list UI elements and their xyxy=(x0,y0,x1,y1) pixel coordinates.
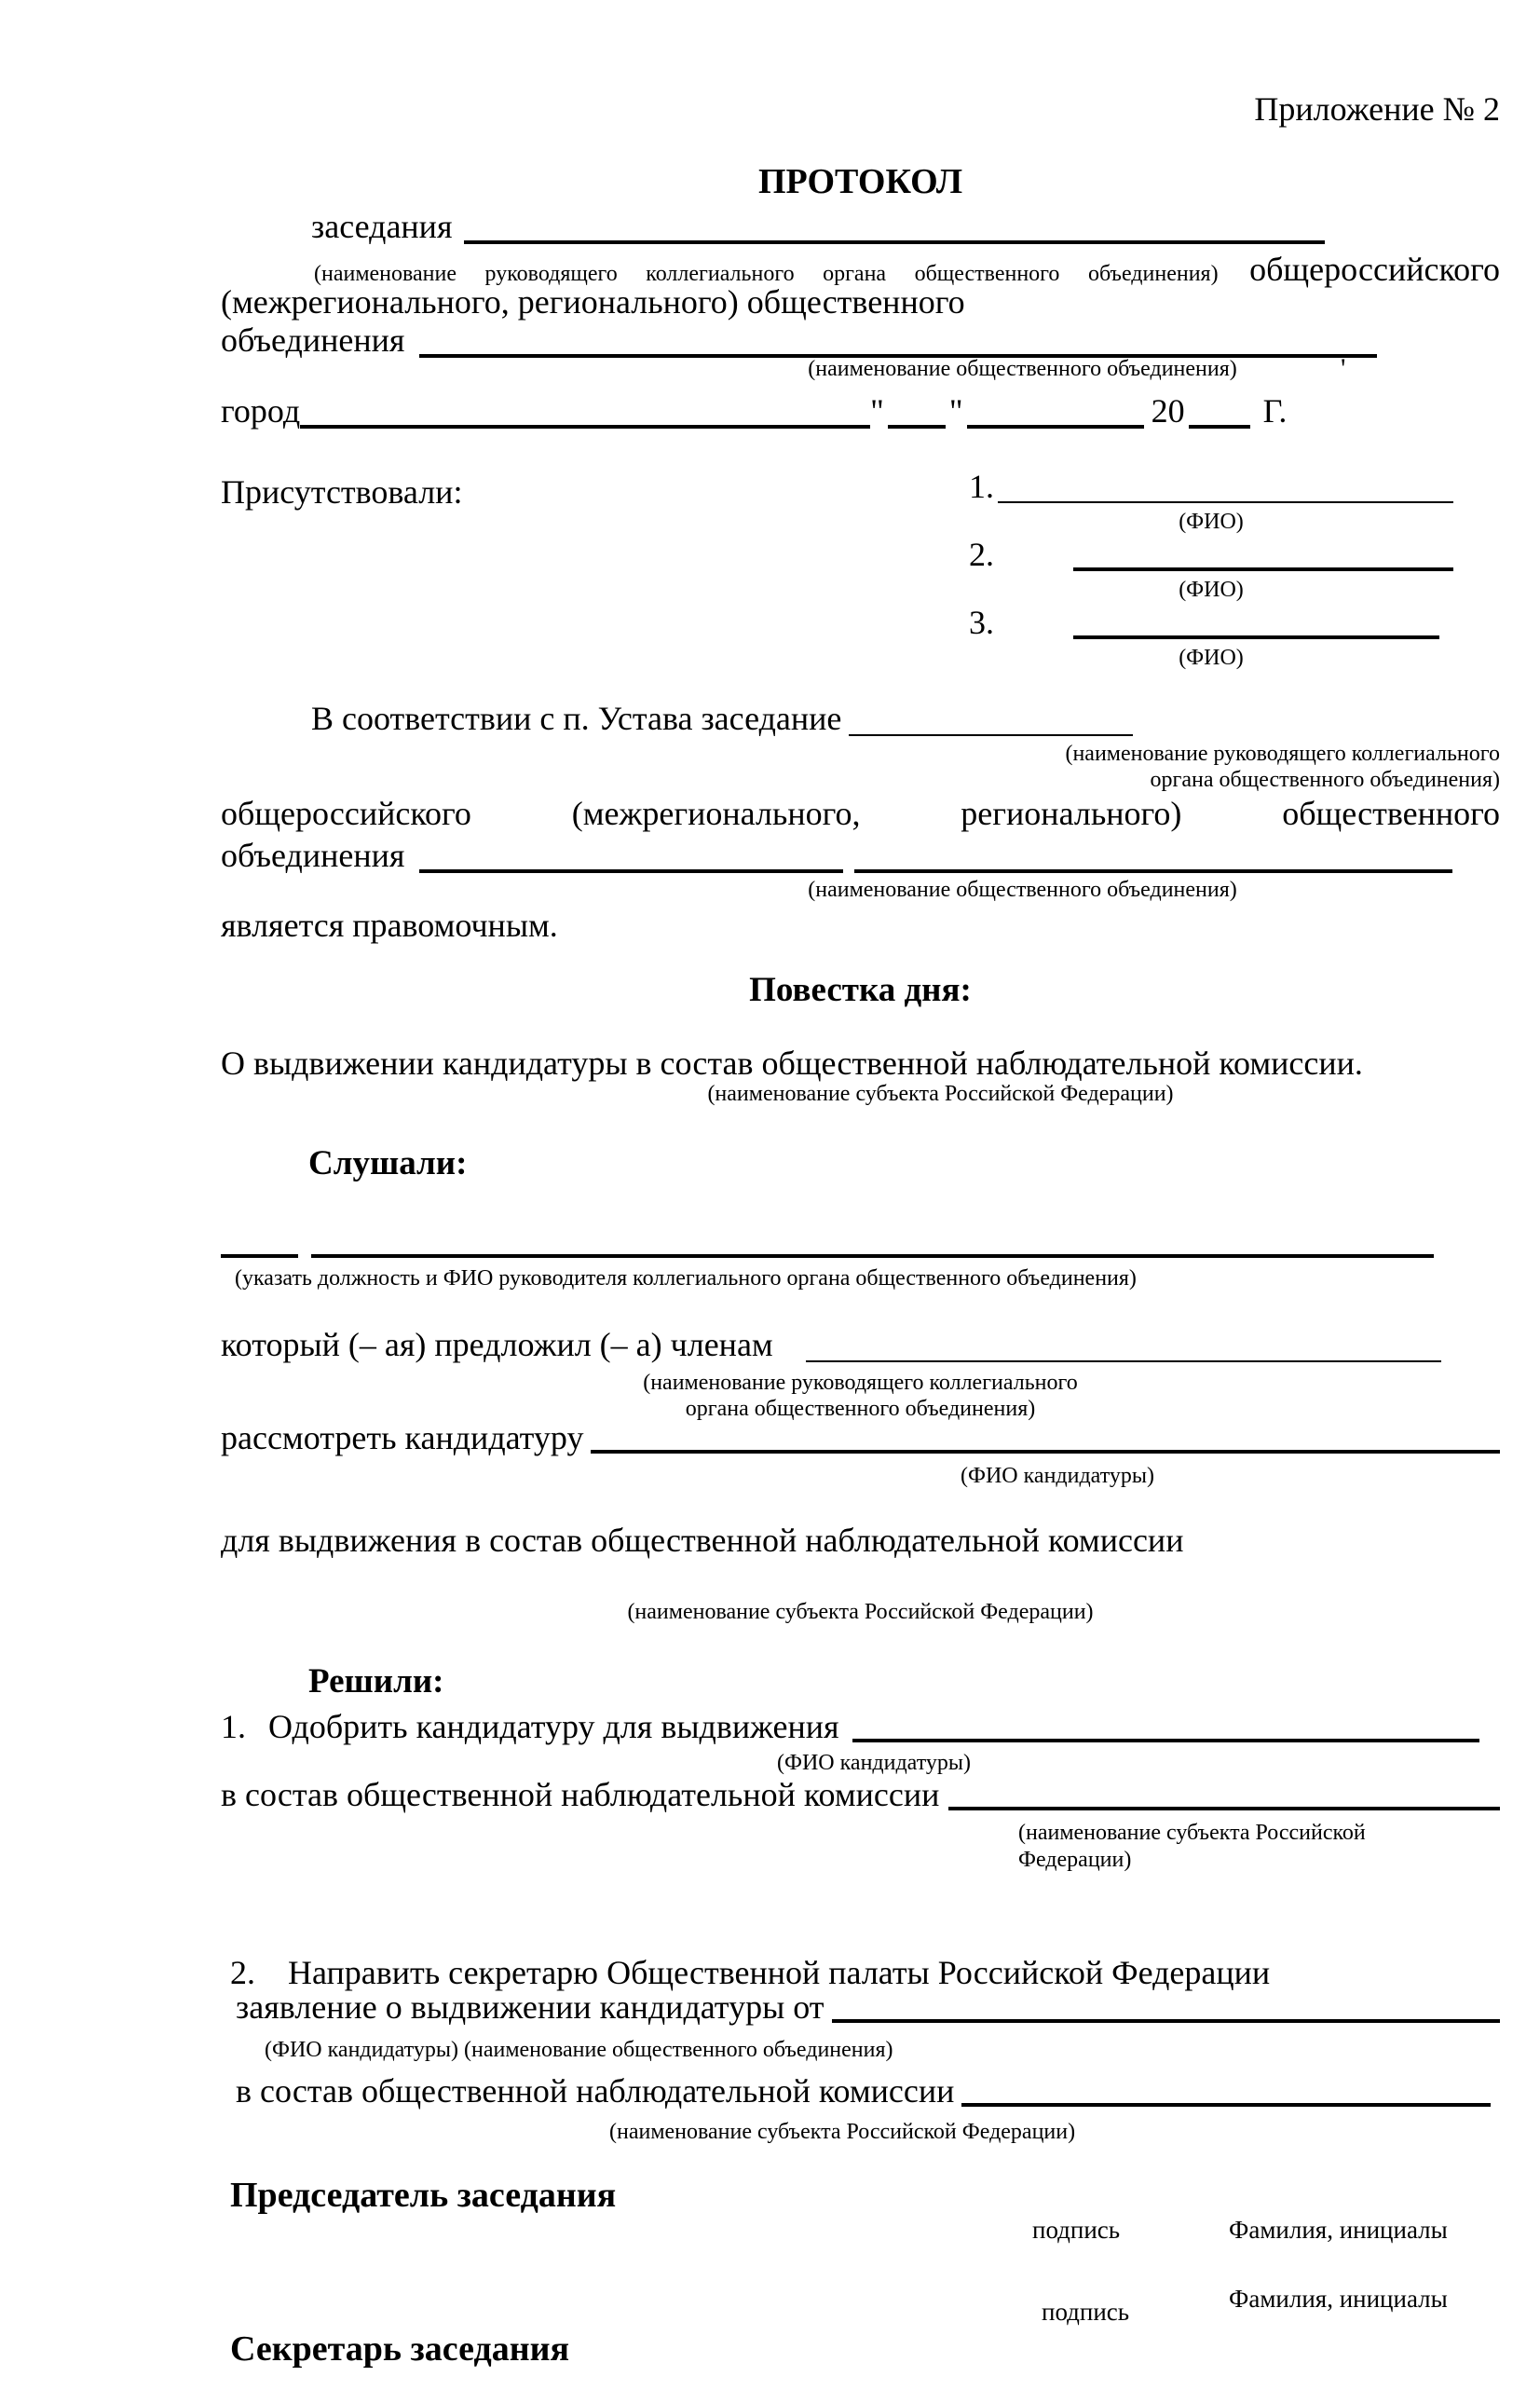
interregional-line: (межрегионального, регионального) общественного xyxy=(221,283,965,321)
document-title: ПРОТОКОЛ xyxy=(757,162,963,201)
accordance-line xyxy=(221,697,1500,740)
resolved-item-2-line3 xyxy=(221,2071,1500,2110)
accordance-caption-line1: (наименование руководящего коллегиального xyxy=(1065,742,1500,766)
year-field[interactable] xyxy=(1189,425,1250,429)
attendee-1-number: 1. xyxy=(969,468,994,505)
resolved-item-2-text: Направить секретарю Общественной палаты Российской Федерации xyxy=(288,1954,1271,1991)
association-name-caption-2: (наименование общественного объединения) xyxy=(808,878,1237,902)
apostrophe-mark: ' xyxy=(1341,353,1346,384)
city-label: город xyxy=(221,392,301,430)
association-caption-row xyxy=(221,353,1540,384)
nominee-name-field[interactable] xyxy=(852,1739,1479,1742)
month-field[interactable] xyxy=(967,425,1144,429)
chair-sign-caption: подпись xyxy=(1032,2216,1121,2244)
day-field[interactable] xyxy=(888,425,946,429)
subject-caption-3: (наименование субъекта Российской Федерации) xyxy=(609,2120,1076,2144)
meeting-line xyxy=(221,205,1500,248)
resolved-item-2-text2: заявление о выдвижении кандидатуры от xyxy=(236,1988,825,2026)
attendee-item xyxy=(969,602,1453,671)
subject-caption-line2: Федерации) xyxy=(1018,1848,1132,1872)
day-quote-open: " xyxy=(870,392,884,430)
city-field[interactable] xyxy=(300,425,870,429)
accordance-caption-block xyxy=(221,741,1540,793)
governing-caption-line1: (наименование руководящего коллегиального xyxy=(643,1371,1078,1395)
quorum-closing: является правомочным. xyxy=(221,907,558,944)
attendee-3-name-field[interactable] xyxy=(1073,635,1439,639)
meeting-word: заседания xyxy=(311,208,453,245)
attendees-label: Присутствовали: xyxy=(221,473,463,511)
meeting-body-name-field[interactable] xyxy=(464,240,1325,244)
attendee-item xyxy=(969,534,1453,603)
resolved-heading: Решили: xyxy=(308,1662,444,1700)
governing-caption-block xyxy=(221,1370,1540,1422)
proposed-line xyxy=(221,1323,1500,1366)
consider-line xyxy=(221,1418,1500,1457)
subject-caption-1: (наименование субъекта Российской Федерации) xyxy=(707,1082,1174,1106)
attendee-2-line xyxy=(969,534,1453,575)
nomination-text: для выдвижения в состав общественной наблюдательной комиссии xyxy=(221,1522,1184,1559)
attendee-1-fio-caption: (ФИО) xyxy=(1179,510,1244,534)
governing-body-field[interactable] xyxy=(806,1360,1441,1362)
attendee-1-name-field[interactable] xyxy=(998,501,1453,503)
candidate-name-field[interactable] xyxy=(591,1450,1500,1454)
attendee-2-fio-caption: (ФИО) xyxy=(1179,578,1244,602)
association-word: объединения xyxy=(221,321,405,359)
chair-label: Председатель заседания xyxy=(230,2176,617,2215)
consider-text: рассмотреть кандидатуру xyxy=(221,1419,584,1456)
speaker-position-field-short[interactable] xyxy=(221,1254,298,1258)
attendee-2-name-field[interactable] xyxy=(1073,567,1453,571)
allrussian-word: общероссийского xyxy=(1249,251,1501,288)
attendee-1-line xyxy=(969,466,1453,507)
speaker-position-field-long[interactable] xyxy=(311,1254,1434,1258)
charter-clause-field[interactable] xyxy=(849,734,1133,736)
secretary-signature-row xyxy=(221,2285,1500,2328)
appendix-label: Приложение № 2 xyxy=(1254,90,1500,128)
attendee-3-line xyxy=(969,602,1453,643)
chair-signature-row xyxy=(221,2216,1500,2246)
subject-caption-line1: (наименование субъекта Российской xyxy=(1018,1821,1366,1845)
year-letter: Г. xyxy=(1262,392,1288,430)
nomination-source-field[interactable] xyxy=(832,2019,1500,2023)
resolved-item-2-number: 2. xyxy=(230,1954,255,1991)
chair-name-caption: Фамилия, инициалы xyxy=(1229,2216,1448,2244)
speaker-position-caption: (указать должность и ФИО руководителя коллегиального органа общественного объединения) xyxy=(235,1266,1137,1291)
quorum-association-line xyxy=(221,834,1500,877)
association-word-2: объединения xyxy=(221,837,405,874)
subject-caption-2: (наименование субъекта Российской Федерации) xyxy=(627,1600,1094,1624)
agenda-item: О выдвижении кандидатуры в состав общественной наблюдательной комиссии. xyxy=(221,1045,1363,1082)
secretary-label: Секретарь заседания xyxy=(230,2329,570,2369)
fio-org-caption: (ФИО кандидатуры) (наименование общественного объединения) xyxy=(265,2038,893,2062)
resolved-item-1-text2: в состав общественной наблюдательной комиссии xyxy=(221,1776,940,1813)
attendee-3-fio-caption: (ФИО) xyxy=(1179,646,1244,670)
resolved-item-1-text: Одобрить кандидатуру для выдвижения xyxy=(268,1708,839,1745)
accordance-caption-line2: органа общественного объединения) xyxy=(1150,768,1500,792)
commission-subject-field-2[interactable] xyxy=(961,2103,1491,2107)
governing-caption-line2: органа общественного объединения) xyxy=(685,1397,1036,1421)
quorum-justified-line: общероссийского (межрегионального, регионального) общественного xyxy=(221,795,1500,832)
attendee-item xyxy=(969,466,1453,535)
speaker-line xyxy=(221,1222,1500,1262)
candidate-fio-caption-1: (ФИО кандидатуры) xyxy=(961,1464,1154,1488)
heard-heading: Слушали: xyxy=(308,1144,468,1182)
resolved-item-2-line2 xyxy=(221,1987,1500,2027)
century-label: 20 xyxy=(1151,392,1185,430)
commission-subject-field[interactable] xyxy=(948,1807,1500,1810)
agenda-heading: Повестка дня: xyxy=(749,971,972,1009)
secretary-sign-caption: подпись xyxy=(1042,2298,1130,2326)
governing-org-caption: (наименование руководящего коллегиального органа общественного объединения) xyxy=(314,262,1219,286)
association-name-caption: (наименование общественного объединения) xyxy=(808,357,1237,381)
association-name-field-3[interactable] xyxy=(854,869,1452,873)
city-date-line xyxy=(221,389,1500,432)
resolved-item-1-number: 1. xyxy=(221,1708,246,1745)
proposed-text: который (– ая) предложил (– а) членам xyxy=(221,1326,773,1363)
secretary-name-caption: Фамилия, инициалы xyxy=(1229,2285,1448,2313)
resolved-item-1-line2 xyxy=(221,1775,1500,1814)
resolved-item-1-line xyxy=(221,1707,1500,1746)
resolved-item-2-text3: в состав общественной наблюдательной комиссии xyxy=(236,2072,955,2110)
attendee-2-number: 2. xyxy=(969,536,994,573)
attendee-3-number: 3. xyxy=(969,604,994,641)
day-quote-close: " xyxy=(948,392,963,430)
subject-caption-block xyxy=(221,1820,1540,1874)
candidate-fio-caption-2: (ФИО кандидатуры) xyxy=(777,1751,971,1775)
association-name-field-2[interactable] xyxy=(419,869,843,873)
accordance-text: В соответствии с п. Устава заседание xyxy=(311,700,842,737)
